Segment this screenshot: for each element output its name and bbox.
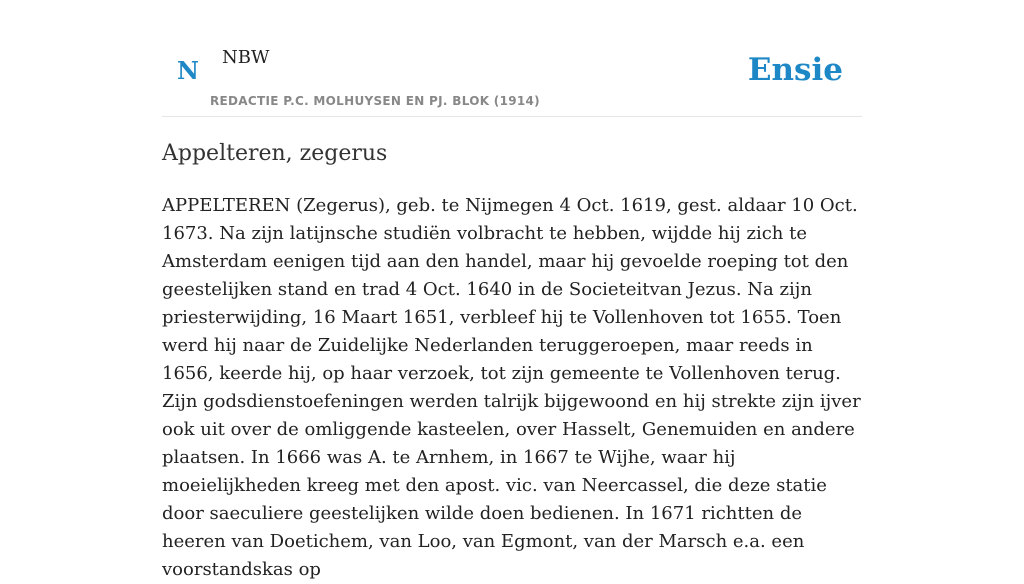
article-title: Appelteren, zegerus [162,141,388,166]
editor-line: REDACTIE P.C. MOLHUYSEN EN PJ. BLOK (1914) [210,94,540,108]
brand-logo-link[interactable]: Ensie [747,52,843,88]
source-logo[interactable]: N [177,56,199,85]
site-header [162,0,862,117]
source-name-link[interactable]: NBW [222,47,270,68]
article-body: APPELTEREN (Zegerus), geb. te Nijmegen 4 Oct. 1619, gest. aldaar 10 Oct. 1673. Na zijn latijnsche studiën volbracht te hebben, wijdde hij zich te Amsterdam eenigen tijd aan den handel, maar hij gevoelde roeping tot den geestelijken stand en trad 4 Oct. 1640 in de Societeitvan Jezus. Na zijn priesterwijding, 16 Maart 1651, verbleef hij te Vollenhoven tot 1655. Toen werd hij naar de Zuidelijke Nederlanden teruggeroepen, maar reeds in 1656, keerde hij, op haar verzoek, tot zijn gemeente te Vollenhoven terug. Zijn godsdienstoefeningen werden talrijk bijgewoond en hij strekte zijn ijver ook uit over de omliggende kasteelen, over Hasselt, Genemuiden en andere plaatsen. In 1666 was A. te Arnhem, in 1667 te Wijhe, waar hij moeielijkheden kreeg met den apost. vic. van Neercassel, die deze statie door saeculiere geestelijken wilde doen bedienen. In 1671 richtten de heeren van Doetichem, van Loo, van Egmont, van der Marsch e.a. een voorstandskas op [162,195,861,580]
